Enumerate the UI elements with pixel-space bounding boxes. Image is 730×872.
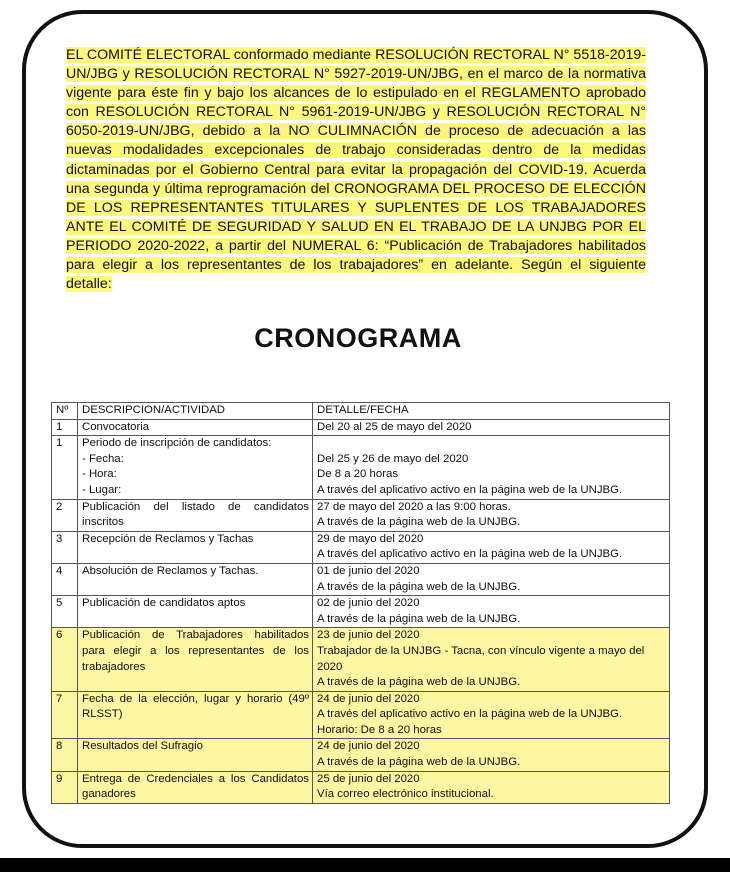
row-detail <box>313 771 670 803</box>
table-row <box>52 691 670 739</box>
row-number: 1 <box>52 419 78 436</box>
intro-highlight: EL COMITÉ ELECTORAL conformado mediante RESOLUCIÓN RECTORAL N° 5518-2019-UN/JBG y RESOLUCIÓN RECTORAL N° 5927-2019-UN/JBG, en el marco de la normativa vigente para éste fin y bajo los alcances de lo estipulado en el REGLAMENTO aprobado con RESOLUCIÓN RECTORAL N° 5961-2019-UN/JBG y RESOLUCIÓN RECTORAL N° 6050-2019-UN/JBG, debido a la NO CULIMNACIÓN de proceso de adecuación a las nuevas modalidades excepcionales de trabajo consideradas dentro de la medidas dictaminadas por el Gobierno Central para evitar la propagación del COVID-19. Acuerda una segunda y última reprogramación del CRONOGRAMA DEL PROCESO DE ELECCIÓN DE LOS REPRESENTANTES TITULARES Y SUPLENTES DE LOS TRABAJADORES ANTE EL COMITÉ DE SEGURIDAD Y SALUD EN EL TRABAJO DE LA UNJBG POR EL PERIODO 2020-2022, a partir del NUMERAL 6: “Publicación de Trabajadores habilitados para elegir a los representantes de los trabajadores” en adelante. Según el siguiente detalle: <box>66 47 646 293</box>
row-detail <box>313 628 670 691</box>
row-description <box>78 596 313 628</box>
table-row <box>52 419 670 436</box>
row-number: 4 <box>52 563 78 595</box>
header-description: DESCRIPCION/ACTIVIDAD <box>78 403 313 420</box>
description-line: Entrega de Credenciales a los Candidatos ganadores <box>82 772 309 801</box>
header-detail: DETALLE/FECHA <box>313 403 670 420</box>
detail-line: 27 de mayo del 2020 a las 9:00 horas. <box>317 500 511 513</box>
detail-line: A través del aplicativo activo en la página web de la UNJBG. <box>317 708 623 721</box>
table-row <box>52 596 670 628</box>
detail-line: Horario: De 8 a 20 horas <box>317 723 442 736</box>
row-number: 3 <box>52 531 78 563</box>
schedule-title: CRONOGRAMA <box>254 323 462 353</box>
table-header-row <box>52 403 670 420</box>
description-line: Convocatoria <box>82 420 150 433</box>
detail-line: Del 20 al 25 de mayo del 2020 <box>317 420 472 433</box>
row-detail <box>313 436 670 499</box>
row-description <box>78 499 313 531</box>
detail-line: A través de la página web de la UNJBG. <box>317 580 521 593</box>
row-number: 5 <box>52 596 78 628</box>
row-description <box>78 436 313 499</box>
bottom-edge <box>0 858 730 872</box>
description-line: Recepción de Reclamos y Tachas <box>82 532 254 545</box>
detail-line: 25 de junio del 2020 <box>317 772 420 785</box>
detail-line: A través de la página web de la UNJBG. <box>317 516 521 529</box>
description-line: Absolución de Reclamos y Tachas. <box>82 564 259 577</box>
detail-line: 24 de junio del 2020 <box>317 740 420 753</box>
description-line: - Hora: <box>82 468 117 481</box>
table-row <box>52 739 670 771</box>
row-number: 1 <box>52 436 78 499</box>
row-description <box>78 563 313 595</box>
detail-line: A través del aplicativo activo en la página web de la UNJBG. <box>317 483 623 496</box>
detail-line: De 8 a 20 horas <box>317 468 399 481</box>
detail-line: A través del aplicativo activo en la página web de la UNJBG. <box>317 548 623 561</box>
header-num: Nº <box>52 403 78 420</box>
row-description <box>78 419 313 436</box>
detail-line: 29 de mayo del 2020 <box>317 532 424 545</box>
detail-line: Del 25 y 26 de mayo del 2020 <box>317 452 469 465</box>
table-row <box>52 563 670 595</box>
detail-line: A través de la página web de la UNJBG. <box>317 676 521 689</box>
row-description <box>78 531 313 563</box>
detail-line: A través de la página web de la UNJBG. <box>317 612 521 625</box>
row-description <box>78 691 313 739</box>
row-detail <box>313 563 670 595</box>
description-line: Periodo de inscripción de candidatos: <box>82 437 272 450</box>
table-row <box>52 436 670 499</box>
row-number: 8 <box>52 739 78 771</box>
row-description <box>78 771 313 803</box>
row-number: 7 <box>52 691 78 739</box>
table-row <box>52 628 670 691</box>
row-description <box>78 739 313 771</box>
description-line: - Lugar: <box>82 483 122 496</box>
row-number: 9 <box>52 771 78 803</box>
row-description <box>78 628 313 691</box>
detail-line: 24 de junio del 2020 <box>317 692 420 705</box>
row-number: 6 <box>52 628 78 691</box>
detail-line: Trabajador de la UNJBG - Tacna, con vínculo vigente a mayo del 2020 <box>317 644 645 673</box>
table-row <box>52 771 670 803</box>
row-detail <box>313 739 670 771</box>
detail-line: 02 de junio del 2020 <box>317 597 420 610</box>
row-detail <box>313 531 670 563</box>
detail-line: 23 de junio del 2020 <box>317 629 420 642</box>
description-line: Resultados del Sufragio <box>82 740 203 753</box>
table-row <box>52 499 670 531</box>
intro-paragraph <box>66 46 646 294</box>
detail-line: A través de la página web de la UNJBG. <box>317 756 521 769</box>
row-detail <box>313 499 670 531</box>
description-line: Fecha de la elección, lugar y horario (49º RLSST) <box>82 692 309 721</box>
schedule-table <box>51 402 670 804</box>
row-detail <box>313 691 670 739</box>
row-number: 2 <box>52 499 78 531</box>
detail-line: Vía correo electrónico institucional. <box>317 788 494 801</box>
description-line: Publicación de candidatos aptos <box>82 597 246 610</box>
table-body <box>52 419 670 803</box>
detail-line: 01 de junio del 2020 <box>317 564 420 577</box>
detail-line <box>317 436 666 452</box>
row-detail <box>313 419 670 436</box>
table-row <box>52 531 670 563</box>
description-line: - Fecha: <box>82 452 124 465</box>
description-line: Publicación del listado de candidatos inscritos <box>82 500 309 529</box>
row-detail <box>313 596 670 628</box>
description-line: Publicación de Trabajadores habilitados para elegir a los representantes de los trabajadores <box>82 629 309 673</box>
